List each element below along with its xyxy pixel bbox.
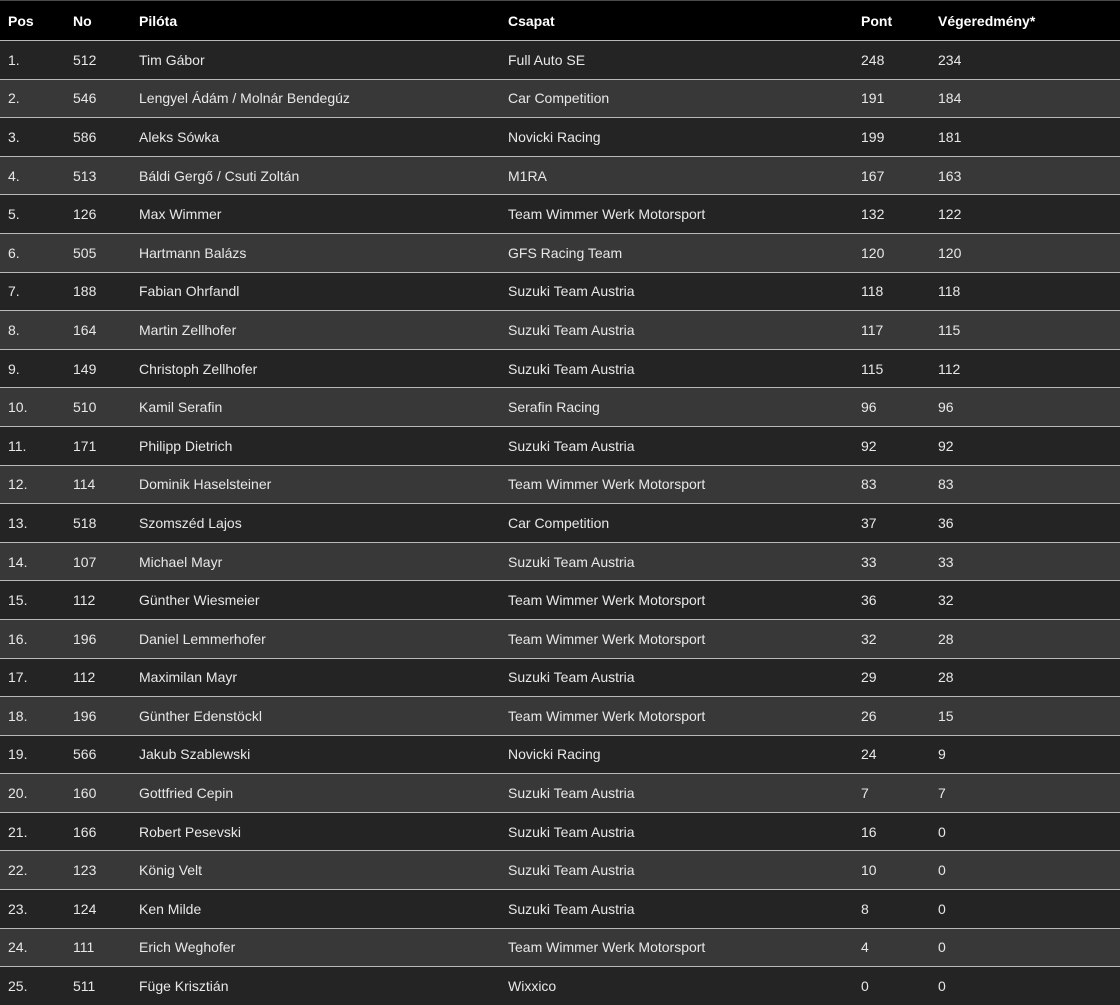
table-row (0, 233, 1120, 272)
cell-final: 0 (930, 890, 1120, 929)
cell-pos: 5. (0, 195, 65, 234)
cell-number: 126 (65, 195, 131, 234)
cell-points: 26 (853, 697, 930, 736)
cell-points: 167 (853, 156, 930, 195)
cell-number: 111 (65, 928, 131, 967)
cell-team: Wixxico (500, 967, 853, 1005)
cell-number: 511 (65, 967, 131, 1005)
cell-number: 112 (65, 581, 131, 620)
cell-pos: 2. (0, 79, 65, 118)
cell-points: 0 (853, 967, 930, 1005)
cell-points: 191 (853, 79, 930, 118)
cell-final: 9 (930, 735, 1120, 774)
cell-team: Suzuki Team Austria (500, 658, 853, 697)
cell-pilot: Kamil Serafin (131, 388, 500, 427)
cell-number: 512 (65, 41, 131, 80)
cell-points: 10 (853, 851, 930, 890)
table-row (0, 272, 1120, 311)
cell-pilot: Ken Milde (131, 890, 500, 929)
cell-number: 546 (65, 79, 131, 118)
cell-pilot: Christoph Zellhofer (131, 349, 500, 388)
cell-points: 24 (853, 735, 930, 774)
cell-final: 32 (930, 581, 1120, 620)
cell-pos: 21. (0, 812, 65, 851)
cell-pilot: Szomszéd Lajos (131, 504, 500, 543)
cell-team: Suzuki Team Austria (500, 349, 853, 388)
cell-pilot: Günther Wiesmeier (131, 581, 500, 620)
cell-number: 586 (65, 118, 131, 157)
cell-points: 132 (853, 195, 930, 234)
cell-team: Suzuki Team Austria (500, 890, 853, 929)
cell-pilot: Philipp Dietrich (131, 426, 500, 465)
cell-final: 7 (930, 774, 1120, 813)
cell-team: Novicki Racing (500, 735, 853, 774)
cell-team: Suzuki Team Austria (500, 774, 853, 813)
cell-final: 234 (930, 41, 1120, 80)
cell-final: 36 (930, 504, 1120, 543)
cell-pos: 12. (0, 465, 65, 504)
cell-final: 112 (930, 349, 1120, 388)
cell-pos: 15. (0, 581, 65, 620)
cell-number: 124 (65, 890, 131, 929)
cell-points: 199 (853, 118, 930, 157)
header-pilot: Pilóta (131, 1, 500, 41)
cell-number: 112 (65, 658, 131, 697)
table-row (0, 735, 1120, 774)
cell-final: 15 (930, 697, 1120, 736)
table-row (0, 388, 1120, 427)
cell-number: 196 (65, 619, 131, 658)
cell-points: 36 (853, 581, 930, 620)
cell-number: 123 (65, 851, 131, 890)
cell-pilot: Martin Zellhofer (131, 311, 500, 350)
cell-pilot: Maximilan Mayr (131, 658, 500, 697)
cell-points: 248 (853, 41, 930, 80)
cell-number: 107 (65, 542, 131, 581)
table-row (0, 156, 1120, 195)
cell-final: 120 (930, 233, 1120, 272)
cell-team: Suzuki Team Austria (500, 851, 853, 890)
header-final: Végeredmény* (930, 1, 1120, 41)
cell-pos: 3. (0, 118, 65, 157)
cell-pilot: Daniel Lemmerhofer (131, 619, 500, 658)
cell-pos: 25. (0, 967, 65, 1005)
cell-pilot: Tim Gábor (131, 41, 500, 80)
cell-pos: 10. (0, 388, 65, 427)
cell-team: Team Wimmer Werk Motorsport (500, 697, 853, 736)
cell-number: 171 (65, 426, 131, 465)
cell-pilot: Michael Mayr (131, 542, 500, 581)
cell-points: 96 (853, 388, 930, 427)
cell-team: Suzuki Team Austria (500, 812, 853, 851)
table-row (0, 851, 1120, 890)
table-row (0, 41, 1120, 80)
cell-number: 166 (65, 812, 131, 851)
table-row (0, 349, 1120, 388)
cell-team: Novicki Racing (500, 118, 853, 157)
cell-pilot: Fabian Ohrfandl (131, 272, 500, 311)
cell-points: 115 (853, 349, 930, 388)
cell-number: 188 (65, 272, 131, 311)
cell-pilot: Erich Weghofer (131, 928, 500, 967)
cell-pilot: Báldi Gergő / Csuti Zoltán (131, 156, 500, 195)
cell-pilot: Lengyel Ádám / Molnár Bendegúz (131, 79, 500, 118)
cell-final: 0 (930, 851, 1120, 890)
cell-points: 117 (853, 311, 930, 350)
cell-points: 7 (853, 774, 930, 813)
cell-pilot: Günther Edenstöckl (131, 697, 500, 736)
cell-team: Team Wimmer Werk Motorsport (500, 195, 853, 234)
cell-number: 518 (65, 504, 131, 543)
header-pos: Pos (0, 1, 65, 41)
cell-points: 120 (853, 233, 930, 272)
table-row (0, 658, 1120, 697)
cell-pilot: Jakub Szablewski (131, 735, 500, 774)
table-row (0, 118, 1120, 157)
header-row (0, 1, 1120, 41)
cell-final: 0 (930, 967, 1120, 1005)
cell-points: 32 (853, 619, 930, 658)
cell-final: 118 (930, 272, 1120, 311)
table-row (0, 581, 1120, 620)
table-row (0, 426, 1120, 465)
cell-pos: 20. (0, 774, 65, 813)
cell-final: 163 (930, 156, 1120, 195)
header-points: Pont (853, 1, 930, 41)
table-row (0, 812, 1120, 851)
cell-team: Serafin Racing (500, 388, 853, 427)
cell-pos: 7. (0, 272, 65, 311)
cell-pos: 19. (0, 735, 65, 774)
table-row (0, 697, 1120, 736)
standings-body (0, 41, 1120, 1005)
cell-team: Car Competition (500, 504, 853, 543)
cell-points: 4 (853, 928, 930, 967)
cell-pos: 6. (0, 233, 65, 272)
cell-number: 149 (65, 349, 131, 388)
cell-final: 184 (930, 79, 1120, 118)
cell-points: 33 (853, 542, 930, 581)
cell-pos: 13. (0, 504, 65, 543)
cell-pos: 22. (0, 851, 65, 890)
cell-pos: 18. (0, 697, 65, 736)
cell-pilot: Füge Krisztián (131, 967, 500, 1005)
cell-number: 160 (65, 774, 131, 813)
cell-final: 83 (930, 465, 1120, 504)
cell-pos: 1. (0, 41, 65, 80)
cell-number: 114 (65, 465, 131, 504)
cell-pilot: Max Wimmer (131, 195, 500, 234)
cell-final: 28 (930, 619, 1120, 658)
cell-number: 196 (65, 697, 131, 736)
table-row (0, 928, 1120, 967)
cell-team: Suzuki Team Austria (500, 542, 853, 581)
cell-final: 122 (930, 195, 1120, 234)
cell-final: 115 (930, 311, 1120, 350)
table-row (0, 311, 1120, 350)
table-row (0, 465, 1120, 504)
cell-final: 181 (930, 118, 1120, 157)
cell-final: 28 (930, 658, 1120, 697)
cell-pilot: Robert Pesevski (131, 812, 500, 851)
cell-team: Team Wimmer Werk Motorsport (500, 581, 853, 620)
cell-points: 118 (853, 272, 930, 311)
cell-number: 505 (65, 233, 131, 272)
table-row (0, 619, 1120, 658)
cell-pilot: Aleks Sówka (131, 118, 500, 157)
cell-points: 83 (853, 465, 930, 504)
table-row (0, 79, 1120, 118)
cell-final: 92 (930, 426, 1120, 465)
header-no: No (65, 1, 131, 41)
cell-pos: 9. (0, 349, 65, 388)
cell-number: 164 (65, 311, 131, 350)
cell-pos: 4. (0, 156, 65, 195)
cell-number: 510 (65, 388, 131, 427)
cell-points: 29 (853, 658, 930, 697)
cell-pos: 16. (0, 619, 65, 658)
cell-pos: 14. (0, 542, 65, 581)
cell-points: 37 (853, 504, 930, 543)
table-row (0, 542, 1120, 581)
cell-team: Team Wimmer Werk Motorsport (500, 465, 853, 504)
cell-team: Suzuki Team Austria (500, 426, 853, 465)
cell-final: 0 (930, 928, 1120, 967)
table-row (0, 504, 1120, 543)
cell-number: 566 (65, 735, 131, 774)
cell-team: Full Auto SE (500, 41, 853, 80)
table-row (0, 774, 1120, 813)
cell-points: 8 (853, 890, 930, 929)
cell-final: 33 (930, 542, 1120, 581)
cell-pilot: Dominik Haselsteiner (131, 465, 500, 504)
cell-team: Suzuki Team Austria (500, 311, 853, 350)
cell-pilot: Gottfried Cepin (131, 774, 500, 813)
cell-points: 92 (853, 426, 930, 465)
header-team: Csapat (500, 1, 853, 41)
cell-pos: 24. (0, 928, 65, 967)
cell-pos: 8. (0, 311, 65, 350)
table-row (0, 967, 1120, 1005)
cell-team: Car Competition (500, 79, 853, 118)
cell-team: Team Wimmer Werk Motorsport (500, 619, 853, 658)
cell-final: 96 (930, 388, 1120, 427)
cell-pos: 23. (0, 890, 65, 929)
cell-team: Team Wimmer Werk Motorsport (500, 928, 853, 967)
table-row (0, 195, 1120, 234)
cell-pilot: Hartmann Balázs (131, 233, 500, 272)
cell-pos: 11. (0, 426, 65, 465)
cell-team: Suzuki Team Austria (500, 272, 853, 311)
cell-pilot: König Velt (131, 851, 500, 890)
cell-points: 16 (853, 812, 930, 851)
cell-pos: 17. (0, 658, 65, 697)
cell-number: 513 (65, 156, 131, 195)
table-row (0, 890, 1120, 929)
cell-team: M1RA (500, 156, 853, 195)
standings-header (0, 1, 1120, 41)
cell-team: GFS Racing Team (500, 233, 853, 272)
cell-final: 0 (930, 812, 1120, 851)
